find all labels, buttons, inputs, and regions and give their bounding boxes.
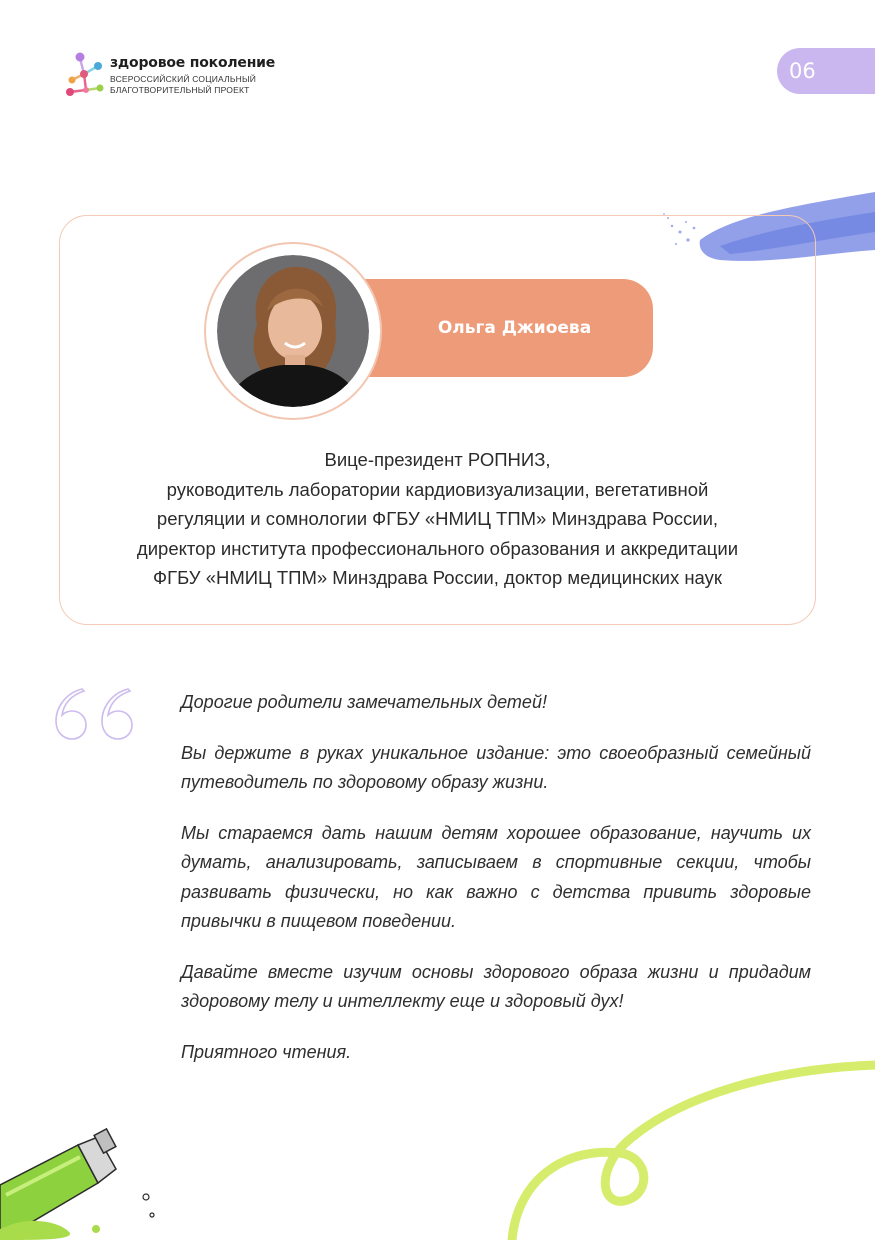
bio-line: Вице-президент РОПНИЗ, xyxy=(324,449,551,470)
letter-paragraph: Мы стараемся дать нашим детям хорошее образование, научить их думать, анализировать, записываем в спортивные секции, чтобы развивать физически, но как важно с детства привить здоровые привычки в пищевом поведении. xyxy=(181,822,811,931)
page-number-badge: 06 xyxy=(777,48,875,94)
brand-name: здоровое поколение xyxy=(110,55,276,71)
brand-block xyxy=(110,55,275,96)
green-swirl-decoration xyxy=(500,1055,875,1240)
author-portrait xyxy=(217,255,369,407)
letter-text xyxy=(181,688,811,1088)
brand-subtitle-line-2: БЛАГОТВОРИТЕЛЬНЫЙ ПРОЕКТ xyxy=(110,85,250,95)
letter-paragraph: Давайте вместе изучим основы здорового образа жизни и придадим здоровому телу и интеллекту еще и здоровый дух! xyxy=(181,961,811,1011)
letter-paragraph: Дорогие родители замечательных детей! xyxy=(181,692,547,712)
letter-paragraph: Вы держите в руках уникальное издание: это своеобразный семейный путеводитель по здоровому образу жизни. xyxy=(181,742,811,792)
author-bio xyxy=(72,445,803,593)
bio-line: директор института профессионального образования и аккредитации xyxy=(136,537,739,559)
bio-line: руководитель лаборатории кардиовизуализации, вегетативной xyxy=(166,478,709,500)
author-name: Ольга Джиоева xyxy=(437,318,592,338)
letter-paragraph: Приятного чтения. xyxy=(181,1041,352,1062)
bio-line: регуляции и сомнологии ФГБУ «НМИЦ ТПМ» Минздрава России, xyxy=(156,508,719,529)
quote-mark-icon xyxy=(52,683,136,743)
project-logo xyxy=(62,50,106,100)
bio-line: ФГБУ «НМИЦ ТПМ» Минздрава России, доктор медицинских наук xyxy=(153,567,722,588)
brand-subtitle-line-1: ВСЕРОССИЙСКИЙ СОЦИАЛЬНЫЙ xyxy=(110,74,257,84)
green-paint-tube-decoration xyxy=(0,1125,160,1240)
